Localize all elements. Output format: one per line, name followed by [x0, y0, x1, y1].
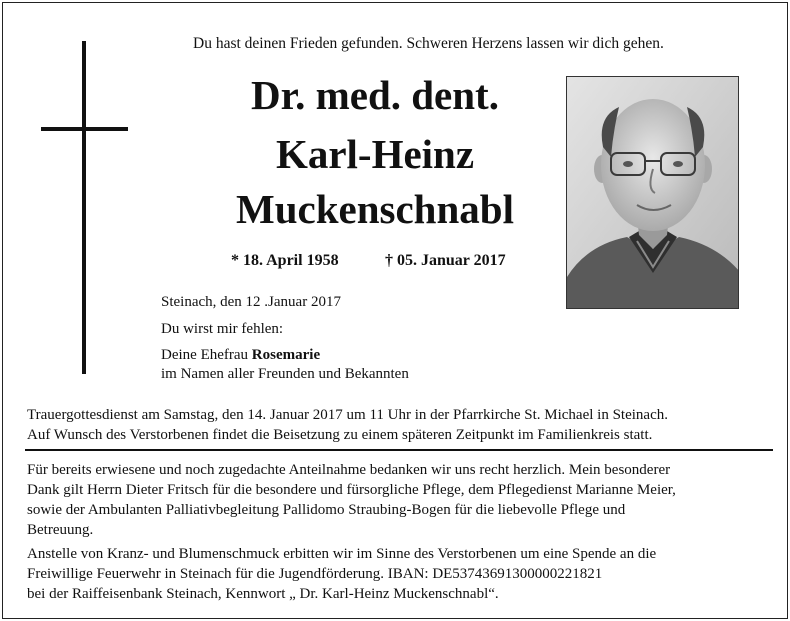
miss-you-line: Du wirst mir fehlen:	[161, 321, 284, 337]
deceased-title: Dr. med. dent.	[251, 72, 499, 118]
thanks-line: Für bereits erwiesene und noch zugedachte Anteilnahme bedanken wir uns recht herzlich. Mein besonderer	[27, 462, 671, 478]
thanks-line: sowie der Ambulanten Palliativbegleitung Pallidomo Straubing-Bogen für die liebevolle Pflege und	[27, 502, 626, 518]
service-line: Trauergottesdienst am Samstag, den 14. Januar 2017 um 11 Uhr in der Pfarrkirche St. Michael in Steinach.	[27, 407, 668, 423]
portrait-image	[567, 77, 739, 309]
family-line: im Namen aller Freunden und Bekannten	[161, 366, 409, 382]
death-date: † 05. Januar 2017	[385, 252, 506, 269]
deceased-first-name: Karl-Heinz	[275, 131, 475, 177]
wife-prefix: Deine Ehefrau	[161, 347, 252, 363]
service-announcement	[27, 405, 767, 445]
donation-line: bei der Raiffeisenbank Steinach, Kennwort „ Dr. Karl-Heinz Muckenschnabl“.	[27, 586, 499, 602]
deceased-last-name: Muckenschnabl	[236, 186, 514, 232]
donation-line: Anstelle von Kranz- und Blumenschmuck erbitten wir im Sinne des Verstorbenen um eine Spende an die	[27, 546, 657, 562]
cross-icon	[82, 41, 86, 374]
donation-paragraph	[27, 544, 767, 604]
obituary-notice	[2, 2, 788, 619]
portrait-photo	[566, 76, 739, 309]
birth-date: * 18. April 1958	[231, 252, 339, 269]
donation-line: Freiwillige Feuerwehr in Steinach für die Jugendförderung. IBAN: DE53743691300000221821	[27, 566, 603, 582]
service-line: Auf Wunsch des Verstorbenen findet die Beisetzung zu einem späteren Zeitpunkt im Familienkreis statt.	[27, 427, 653, 443]
wife-line	[161, 346, 320, 364]
thanks-line: Dank gilt Herrn Dieter Fritsch für die besondere und fürsorgliche Pflege, dem Pflegedienst Marianne Meier,	[27, 482, 676, 498]
wife-name: Rosemarie	[251, 347, 321, 363]
motto: Du hast deinen Frieden gefunden. Schweren Herzens lassen wir dich gehen.	[193, 35, 664, 52]
thanks-line: Betreuung.	[27, 522, 94, 538]
thanks-paragraph	[27, 460, 767, 540]
divider	[25, 449, 773, 451]
place-date: Steinach, den 12 .Januar 2017	[161, 294, 341, 310]
cross-icon-bar	[41, 127, 128, 131]
